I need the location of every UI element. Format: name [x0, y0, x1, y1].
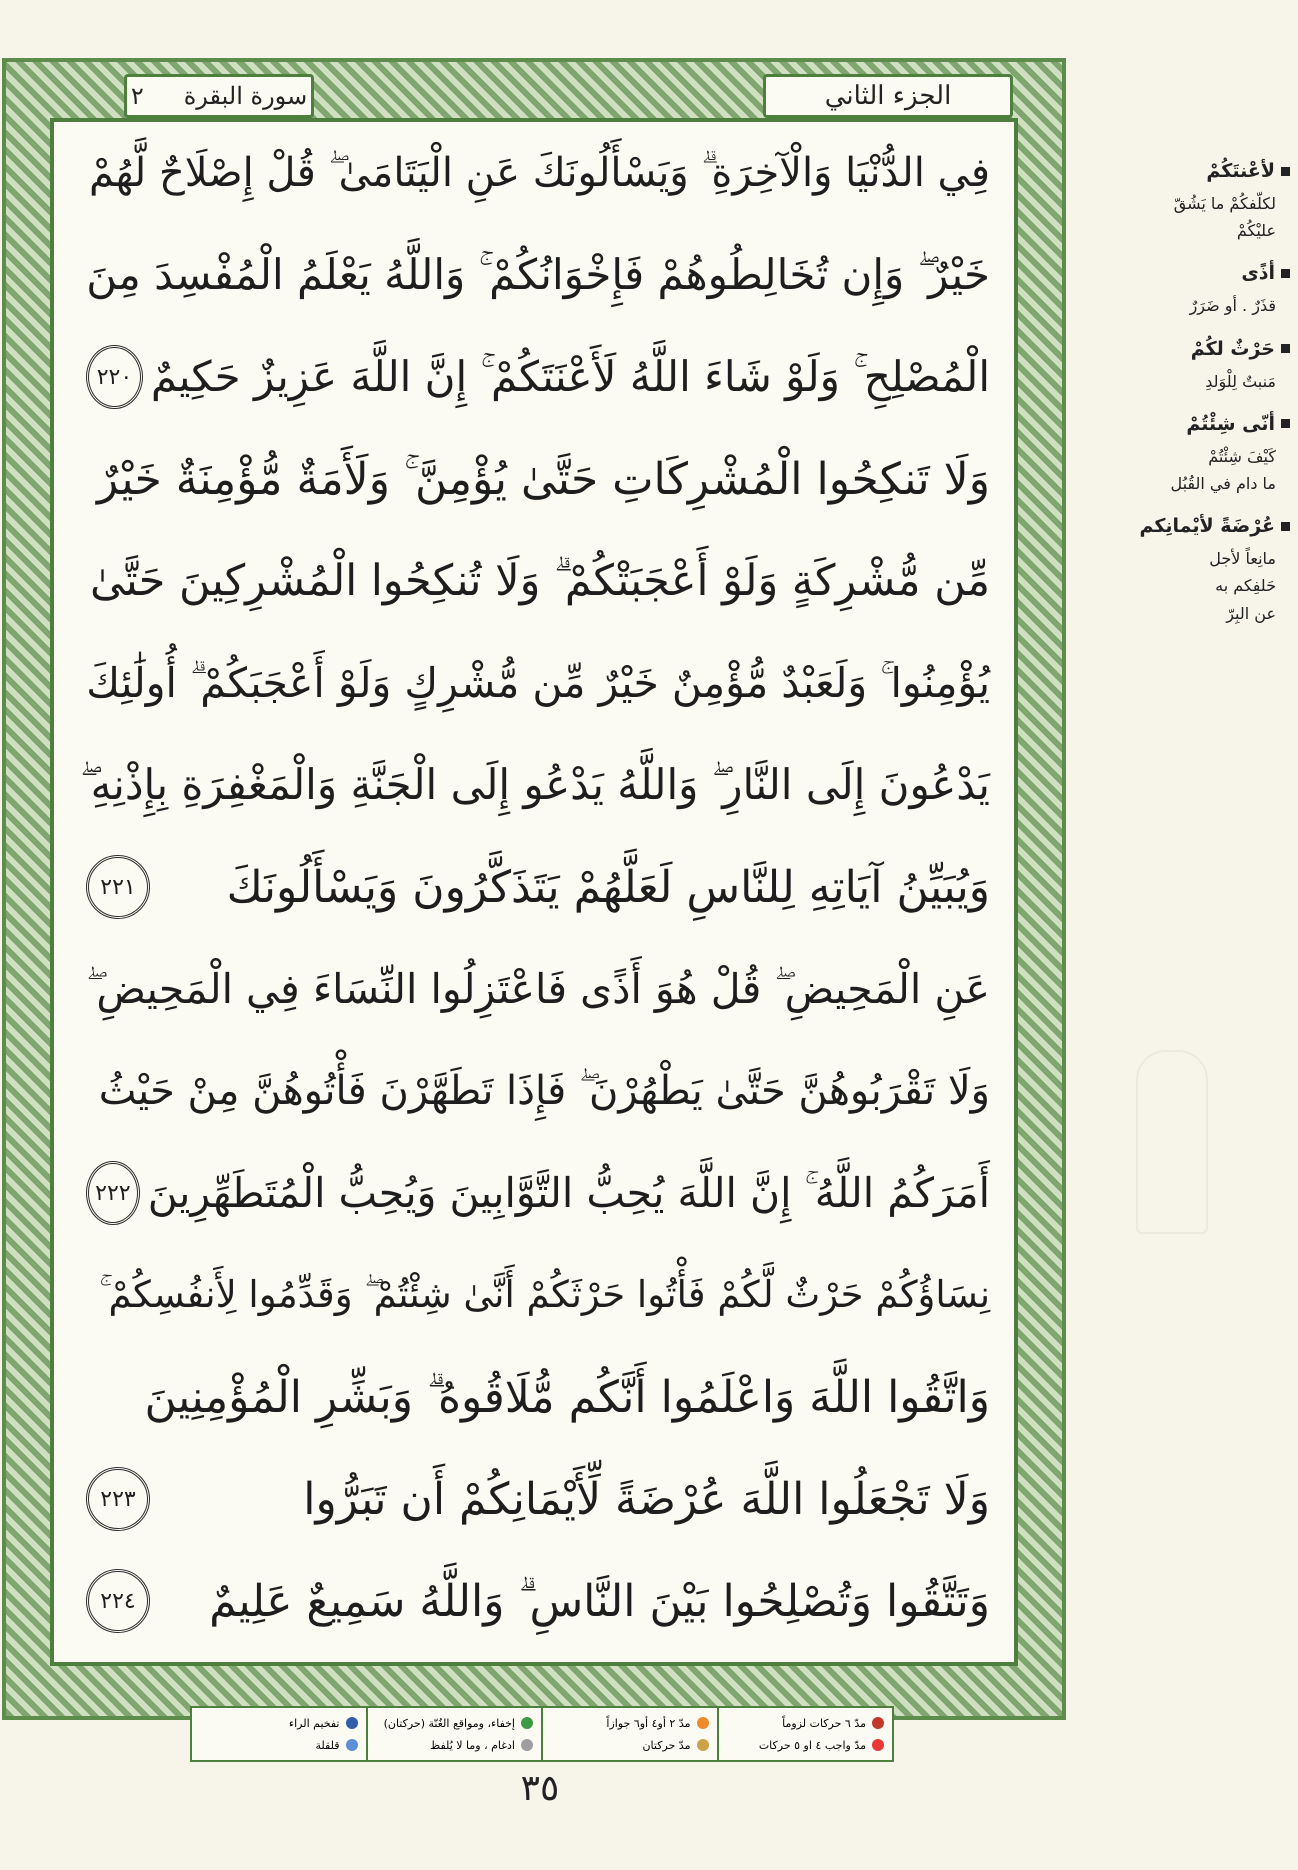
verse-line: وَلَا تَقْرَبُوهُنَّ حَتَّىٰ يَطْهُرْنَ ۖ فَإِذَا تَطَهَّرْنَ فَأْتُوهُنَّ مِنْ حَيْثُ [98, 1068, 990, 1114]
verse-line: يُؤْمِنُوا ۚ وَلَعَبْدٌ مُّؤْمِنٌ خَيْرٌ مِّن مُّشْرِكٍ وَلَوْ أَعْجَبَكُمْ ۗ أُولَٰئِكَ [86, 658, 990, 707]
surah-header [124, 74, 314, 118]
verse-line: وَتَتَّقُوا وَتُصْلِحُوا بَيْنَ النَّاسِ ۗ وَاللَّهُ سَمِيعٌ عَلِيمٌ ٢٢٤ [64, 1550, 1004, 1652]
surah-number: ٢ [130, 82, 144, 110]
glossary-meaning: مانِعاً لأجل [1209, 549, 1276, 569]
glossary-entry [1090, 262, 1290, 319]
color-dot-icon [697, 1739, 709, 1751]
glossary-meaning: عن البِرّ [1226, 603, 1276, 623]
ayah-number-marker: ٢٢٠ [86, 345, 143, 409]
margin-glossary [1090, 160, 1290, 645]
legend-item: إخفاء، ومواقع الغُنّة (حركتان) [376, 1717, 534, 1730]
verse-text-area [64, 122, 1004, 1662]
glossary-word: عُرْضَةً لأيْمانِكم [1139, 515, 1275, 538]
legend-item: مدّ ٦ حركات لزوماً [727, 1717, 885, 1730]
glossary-word: لأعْنتَكُمْ [1206, 160, 1275, 182]
bullet-icon [1281, 167, 1290, 176]
verse-line: فِي الدُّنْيَا وَالْآخِرَةِ ۗ وَيَسْأَلُونَكَ عَنِ الْيَتَامَىٰ ۖ قُلْ إِصْلَاحٌ لَّهُمْ [88, 150, 990, 196]
ayah-number-marker: ٢٢٢ [86, 1161, 140, 1225]
legend-column [192, 1708, 366, 1760]
verse-line: الْمُصْلِحِ ۚ وَلَوْ شَاءَ اللَّهُ لَأَعْنَتَكُمْ ۚ إِنَّ اللَّهَ عَزِيزٌ حَكِيمٌ ٢٢٠ [64, 326, 1004, 428]
verse-line: أَمَرَكُمُ اللَّهُ ۚ إِنَّ اللَّهَ يُحِبُّ التَّوَّابِينَ وَيُحِبُّ الْمُتَطَهِّرِينَ ٢٢٢ [64, 1142, 1004, 1244]
legend-item: مدّ ٢ أو٤ أو٦ جوازاً [551, 1717, 709, 1730]
glossary-meaning: لكلّفكُمْ ما يَشُقّ [1173, 194, 1276, 213]
legend-item: تفخيم الراء [200, 1717, 358, 1730]
glossary-meaning: عليْكُمْ [1236, 221, 1276, 241]
color-dot-icon [521, 1739, 533, 1751]
glossary-word: أنّى شِئْتُمْ [1186, 412, 1275, 435]
color-dot-icon [697, 1717, 709, 1729]
verse-line: خَيْرٌ ۖ وَإِن تُخَالِطُوهُمْ فَإِخْوَانُكُمْ ۚ وَاللَّهُ يَعْلَمُ الْمُفْسِدَ مِنَ [86, 250, 990, 299]
legend-item: مدّ واجب ٤ او ٥ حركات [727, 1739, 885, 1752]
ayah-number-marker: ٢٢١ [86, 855, 150, 919]
verse-line: عَنِ الْمَحِيضِ ۖ قُلْ هُوَ أَذًى فَاعْتَزِلُوا النِّسَاءَ فِي الْمَحِيضِ ۖ [86, 964, 990, 1013]
glossary-entry [1090, 160, 1290, 244]
verse-line: وَلَا تَجْعَلُوا اللَّهَ عُرْضَةً لِّأَيْمَانِكُمْ أَن تَبَرُّوا ٢٢٣ [64, 1448, 1004, 1550]
verse-line: يَدْعُونَ إِلَى النَّارِ ۖ وَاللَّهُ يَدْعُو إِلَى الْجَنَّةِ وَالْمَغْفِرَةِ بِإِذْنِهِ ۖ [80, 760, 990, 809]
page-border-frame [2, 58, 1066, 1720]
page-number: ٣٥ [520, 1768, 560, 1809]
bullet-icon [1281, 522, 1290, 531]
glossary-meaning: ما دام في القُبُل [1170, 473, 1276, 493]
glossary-meaning: حَلفِكم به [1215, 576, 1276, 596]
glossary-entry [1090, 515, 1290, 627]
glossary-meaning: قذَرٌ . أو ضَرَرٌ [1189, 296, 1276, 316]
glossary-word: حَرْثٌ لكُمْ [1190, 337, 1275, 360]
lamp-watermark-icon [1136, 1050, 1208, 1234]
glossary-meaning: كَيْفَ شِئْتُمْ [1208, 446, 1276, 466]
ayah-number-marker: ٢٢٣ [86, 1467, 150, 1531]
bullet-icon [1281, 344, 1290, 353]
color-dot-icon [872, 1739, 884, 1751]
legend-item: مدّ حركتان [551, 1739, 709, 1752]
glossary-meaning: مَنبتٌ لِلْوَلدِ [1205, 371, 1276, 391]
surah-title: سورة البقرة [183, 82, 308, 110]
bullet-icon [1281, 419, 1290, 428]
juz-header: الجزء الثاني [763, 74, 1013, 118]
legend-item: ادغام ، وما لا يُلفظ [376, 1739, 534, 1752]
glossary-word: أذًى [1241, 262, 1275, 285]
glossary-entry [1090, 413, 1290, 497]
color-dot-icon [872, 1717, 884, 1729]
verse-line: وَيُبَيِّنُ آيَاتِهِ لِلنَّاسِ لَعَلَّهُمْ يَتَذَكَّرُونَ وَيَسْأَلُونَكَ ٢٢١ [64, 836, 1004, 938]
legend-column [541, 1708, 717, 1760]
color-dot-icon [346, 1717, 358, 1729]
color-dot-icon [521, 1717, 533, 1729]
verse-line: وَلَا تَنكِحُوا الْمُشْرِكَاتِ حَتَّىٰ يُؤْمِنَّ ۚ وَلَأَمَةٌ مُّؤْمِنَةٌ خَيْرٌ [97, 453, 990, 505]
verse-line: نِسَاؤُكُمْ حَرْثٌ لَّكُمْ فَأْتُوا حَرْثَكُمْ أَنَّىٰ شِئْتُمْ ۖ وَقَدِّمُوا لِأَنفُسِكُمْ ۚ [99, 1273, 990, 1316]
glossary-entry [1090, 338, 1290, 395]
tajweed-color-legend [190, 1706, 894, 1762]
verse-line: وَاتَّقُوا اللَّهَ وَاعْلَمُوا أَنَّكُم مُّلَاقُوهُ ۗ وَبَشِّرِ الْمُؤْمِنِينَ [144, 1371, 990, 1423]
legend-item: قلقلة [200, 1739, 358, 1752]
ayah-number-marker: ٢٢٤ [86, 1569, 150, 1633]
legend-column [366, 1708, 542, 1760]
bullet-icon [1281, 269, 1290, 278]
verse-line: مِّن مُّشْرِكَةٍ وَلَوْ أَعْجَبَتْكُمْ ۗ وَلَا تُنكِحُوا الْمُشْرِكِينَ حَتَّىٰ [89, 556, 990, 606]
legend-column [717, 1708, 893, 1760]
text-panel [50, 118, 1018, 1666]
color-dot-icon [346, 1739, 358, 1751]
